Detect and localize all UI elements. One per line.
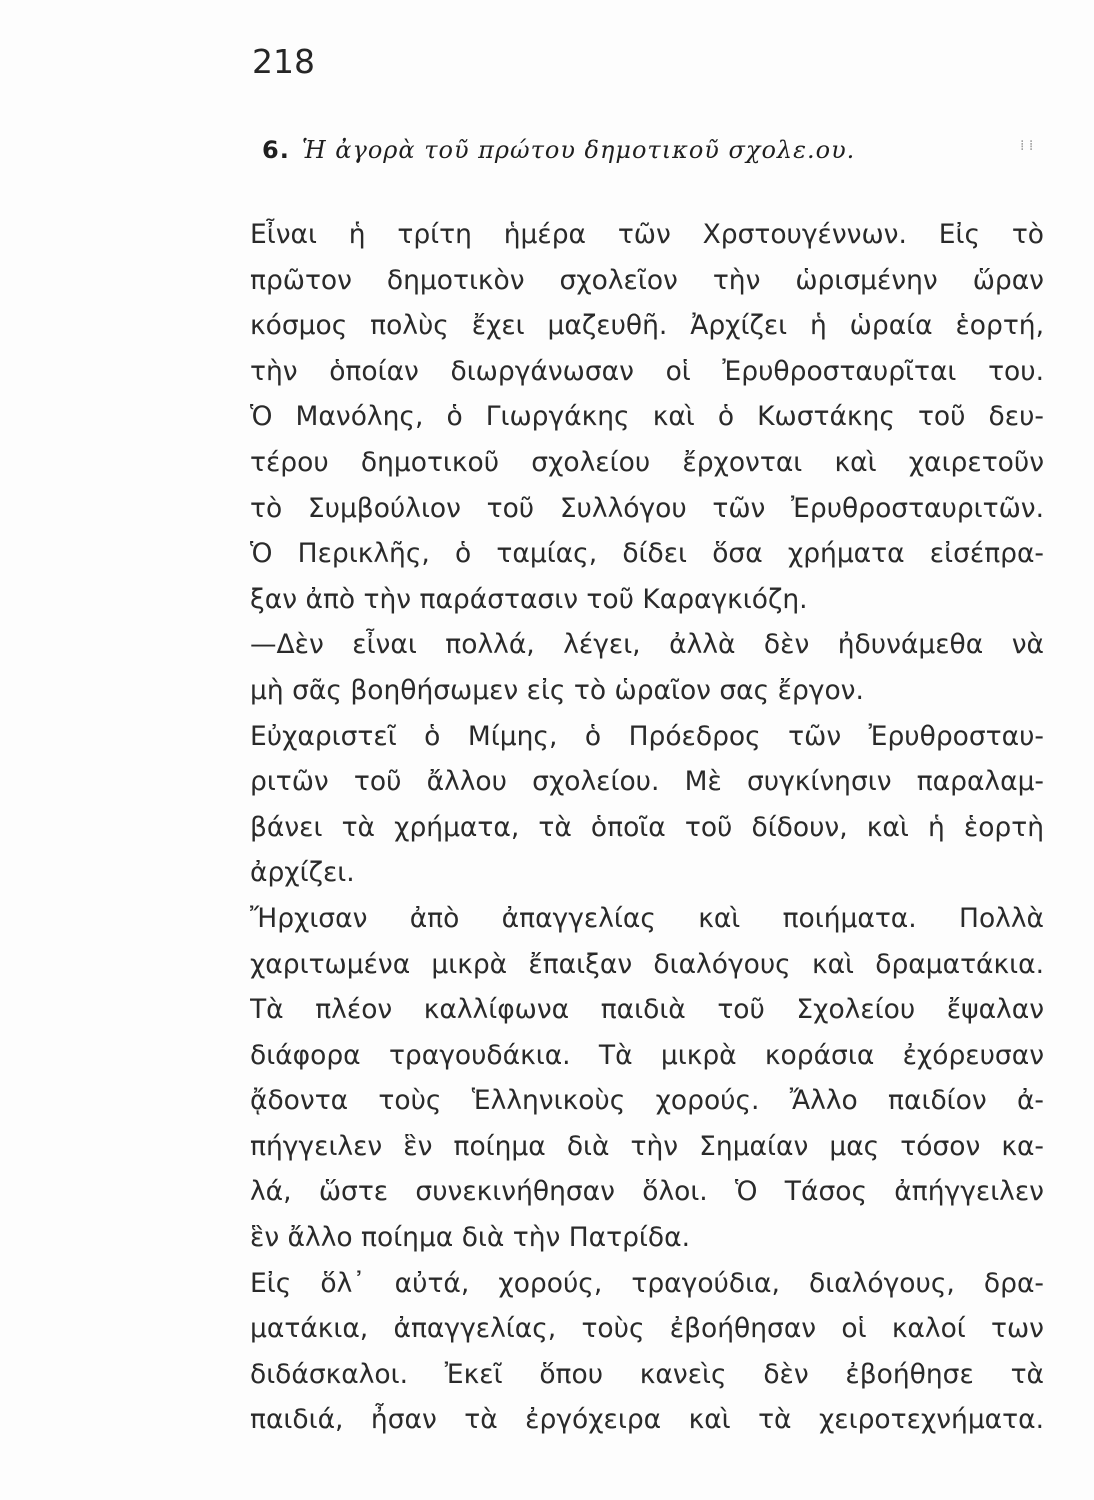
text-line: κόσμος πολὺς ἔχει μαζευθῆ. Ἀρχίζει ἡ ὡραία ἑορτή, (250, 310, 1044, 342)
text-line: ἓν ἄλλο ποίημα διὰ τὴν Πατρίδα. (250, 1222, 690, 1254)
text-line: τὸ Συμβούλιον τοῦ Συλλόγου τῶν Ἐρυθροσταυριτῶν. (250, 492, 1044, 524)
text-line: ριτῶν τοῦ ἄλλου σχολείου. Μὲ συγκίνησιν παραλαμ- (250, 766, 1044, 798)
text-line: χαριτωμένα μικρὰ ἔπαιξαν διαλόγους καὶ δραματάκια. (250, 948, 1044, 980)
chapter-title: Ἡ ἀγορὰ τοῦ πρώτου δημοτικοῦ σχολε.ου. (301, 136, 856, 164)
text-line: Ἤρχισαν ἀπὸ ἀπαγγελίας καὶ ποιήματα. Πολλὰ (250, 902, 1044, 934)
scan-speck-icon: ⁞ ⁞ (1020, 138, 1034, 154)
text-line: τὴν ὁποίαν διωργάνωσαν οἱ Ἐρυθροσταυρῖται του. (250, 355, 1044, 387)
text-line: πρῶτον δημοτικὸν σχολεῖον τὴν ὡρισμένην ὥραν (250, 264, 1044, 296)
text-line: Ὁ Περικλῆς, ὁ ταμίας, δίδει ὅσα χρήματα εἰσέπρα- (250, 538, 1044, 570)
text-line: ᾄδοντα τοὺς Ἑλληνικοὺς χορούς. Ἄλλο παιδίον ἀ- (250, 1085, 1044, 1117)
text-line: Εἰς ὅλ᾽ αὐτά, χορούς, τραγούδια, διαλόγους, δρα- (250, 1267, 1044, 1299)
text-line: παιδιά, ἦσαν τὰ ἐργόχειρα καὶ τὰ χειροτεχνήματα. (250, 1404, 1044, 1436)
text-line: Εὐχαριστεῖ ὁ Μίμης, ὁ Πρόεδρος τῶν Ἐρυθροσταυ- (250, 720, 1044, 752)
text-line: Ὁ Μανόλης, ὁ Γιωργάκης καὶ ὁ Κωστάκης τοῦ δευ- (250, 401, 1044, 433)
text-line: Εἶναι ἡ τρίτη ἡμέρα τῶν Χρστουγέννων. Εἰς τὸ (250, 219, 1044, 250)
chapter-heading (262, 136, 855, 164)
text-line: διάφορα τραγουδάκια. Τὰ μικρὰ κοράσια ἐχόρευσαν (250, 1039, 1044, 1071)
text-line: τέρου δημοτικοῦ σχολείου ἔρχονται καὶ χαιρετοῦν (250, 446, 1044, 478)
text-line: μὴ σᾶς βοηθήσωμεν εἰς τὸ ὡραῖον σας ἔργον. (250, 674, 864, 706)
text-line: ματάκια, ἀπαγγελίας, τοὺς ἐβοήθησαν οἱ καλοί των (250, 1313, 1044, 1345)
page-number: 218 (252, 42, 315, 81)
text-line: —Δὲν εἶναι πολλά, λέγει, ἀλλὰ δὲν ἠδυνάμεθα νὰ (250, 629, 1044, 661)
body-text (250, 212, 1044, 1443)
text-line: βάνει τὰ χρήματα, τὰ ὁποῖα τοῦ δίδουν, καὶ ἡ ἑορτὴ (250, 811, 1044, 843)
chapter-number: 6. (262, 136, 290, 164)
text-line: διδάσκαλοι. Ἐκεῖ ὅπου κανεὶς δὲν ἐβοήθησε τὰ (250, 1358, 1044, 1390)
text-line: ξαν ἀπὸ τὴν παράστασιν τοῦ Καραγκιόζη. (250, 583, 808, 615)
text-line: λά, ὥστε συνεκινήθησαν ὅλοι. Ὁ Τάσος ἀπήγγειλεν (250, 1176, 1044, 1208)
text-line: πήγγειλεν ἓν ποίημα διὰ τὴν Σημαίαν μας τόσον κα- (250, 1130, 1044, 1162)
text-line: ἀρχίζει. (250, 857, 355, 889)
text-line: Τὰ πλέον καλλίφωνα παιδιὰ τοῦ Σχολείου ἔψαλαν (250, 994, 1044, 1026)
